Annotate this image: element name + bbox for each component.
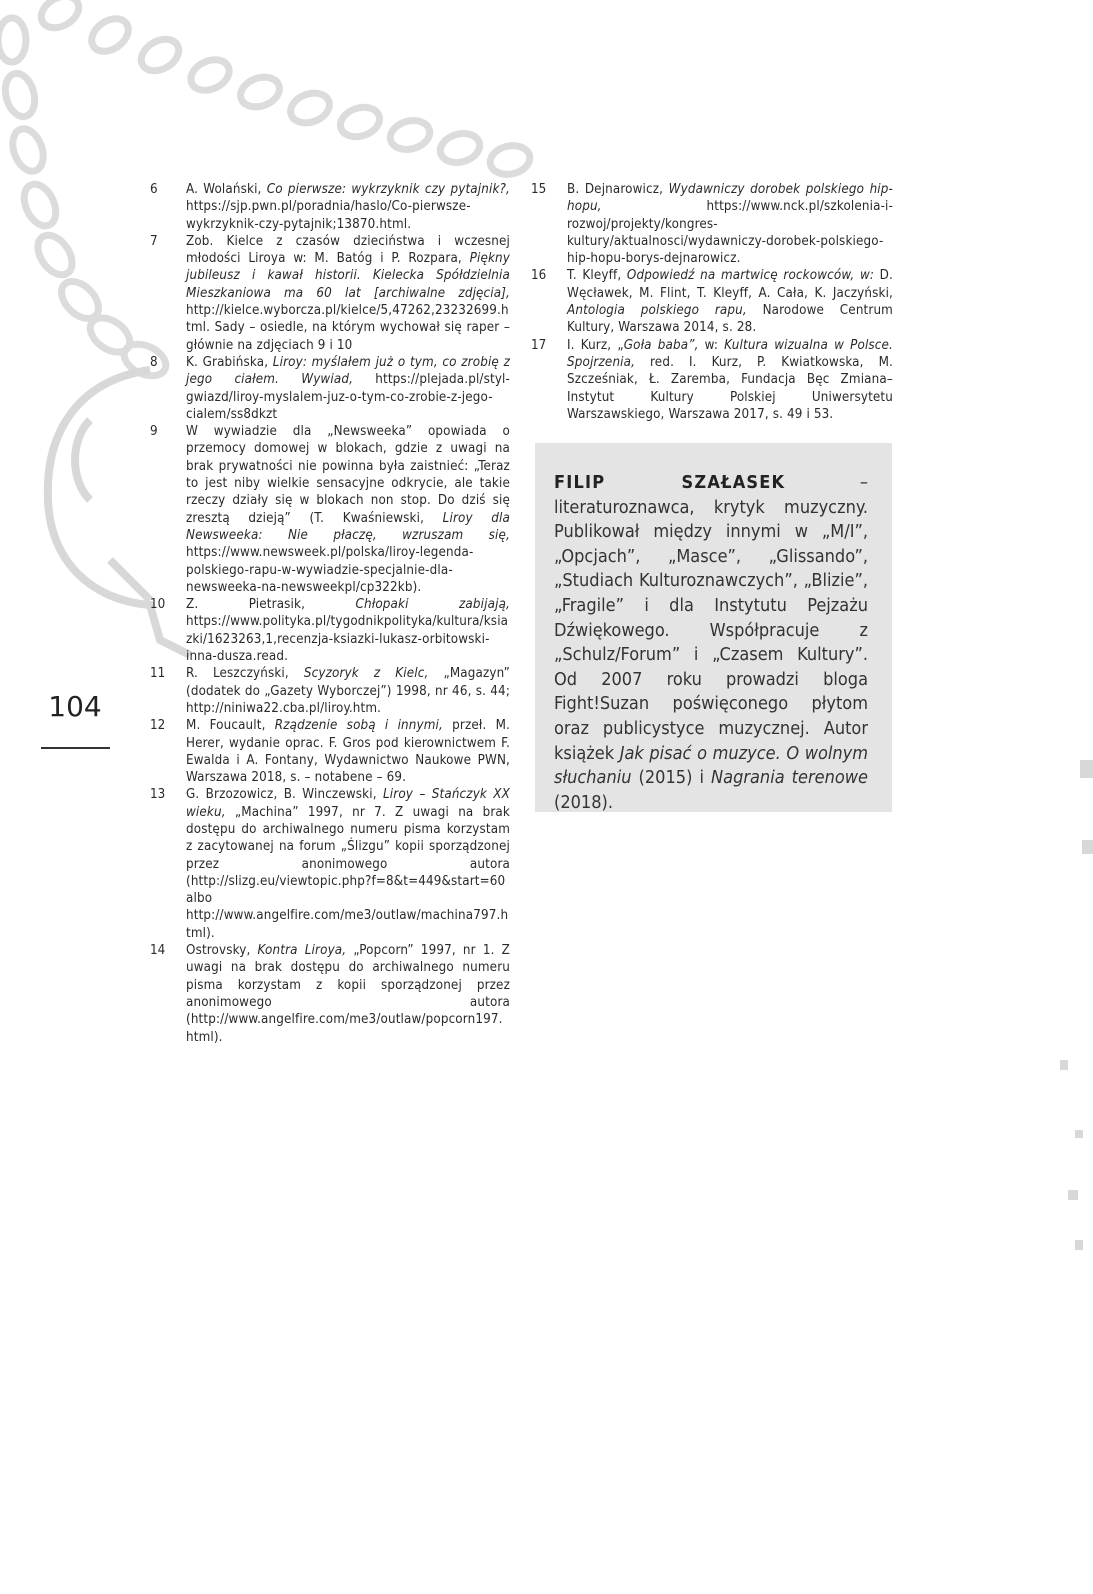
footnote [150,786,510,942]
footnote-text [186,354,510,423]
footnote-text [567,337,893,423]
italic-text: Scyzoryk z Kielc, [303,666,429,682]
text-run: „Magazyn” (dodatek do „Gazety Wyborczej”) 1998, nr 46, s. 44; http://niniwa22.cba.pl/liroy.htm. [186,666,511,716]
text-run: https://www.polityka.pl/tygodnikpolityka/kultura/ksiazki/1623263,1,recenzja-ksiazki-lukasz-orbitowski-inna-dusza.read. [186,614,509,665]
footnote-number: 9 [150,424,158,440]
footnotes-right-column [531,181,893,423]
text-run: Zob. Kielce z czasów dzieciństwa i wczesnej młodości Liroya w: M. Batóg i P. Rozpara, [186,233,510,267]
italic-text: Co pierwsze: wykrzyknik czy pytajnik?, [266,182,510,197]
italic-text: Antologia polskiego rapu, [567,303,747,319]
footnote-text [186,717,510,786]
footnote-number: 10 [150,597,166,613]
footnote [150,423,510,596]
text-run: W wywiadzie dla „Newsweeka” opowiada o przemocy domowej w blokach, gdzie z uwagi na brak prywatności nie powinna była zaistnieć: „Teraz to jest niby wielkie sensacyjne odkrycie, ale takie rzeczy działy się w blokach non stop. Do dziś się zresztą dzieją” (T. Kwaśniewski, [186,424,510,526]
footnote-text [186,665,510,717]
footnote-number: 11 [150,666,166,682]
text-run: K. Grabińska, [186,354,273,370]
italic-text: Jak pisać o muzyce. O wolnym słuchaniu [554,742,868,789]
text-run: Ostrovsky, [186,943,258,959]
italic-text: Liroy: myślałem już o tym, co zrobię z jego ciałem. Wywiad, [186,354,510,388]
author-bio-text [554,471,868,815]
text-run: – literaturoznawca, krytyk muzyczny. Publikował między innymi w „M/I”, „Opcjach”, „Masce”, „Glissando”, „Studiach Kulturoznawczych”, „Blizie”, „Fragile” i dla Instytutu Pejzażu Dźwiękowego. Współpracuje z „Schulz/Forum” i „Czasem Kultury”. Od 2007 roku prowadzi bloga Fight!Suzan poświęconego płytom oraz publicystyce muzycznej. Autor książek [554,472,868,764]
footnote-text [186,423,510,596]
footnote [150,665,510,717]
author-bio-box [535,443,892,812]
text-run: https://www.newsweek.pl/polska/liroy-legenda-polskiego-rapu-w-wywiadzie-specjalnie-dla-newsweeka-na-newsweekpl/cp322kb). [186,545,474,595]
text-run: http://kielce.wyborcza.pl/kielce/5,47262,23232699.html. Sady – osiedle, na którym wychował się raper – głównie na zdjęciach 9 i 10 [186,303,510,353]
text-run: w: [698,337,725,353]
text-run: Narodowe Centrum Kultury, Warszawa 2014, s. 28. [567,303,893,336]
text-run: https://sjp.pwn.pl/poradnia/haslo/Co-pierwsze-wykrzyknik-czy-pytajnik;13870.html. [186,199,471,232]
footnote [531,181,893,267]
text-run: A. Wolański, [186,182,267,197]
italic-text: Nagrania terenowe [711,767,868,789]
text-run: D. Węcławek, M. Flint, T. Kleyff, A. Cała, K. Jaczyński, [567,268,893,301]
italic-text: Kontra Liroya, [257,943,347,959]
footnote-number: 7 [150,233,158,249]
footnote-number: 16 [531,268,547,284]
footnote-text [567,181,893,267]
footnote [531,267,893,336]
text-run: https://www.nck.pl/szkolenia-i-rozwoj/projekty/kongres-kultury/aktualnosci/wydawniczy-dorobek-polskiego-hip-hopu-borys-dejnarowicz. [567,199,893,267]
text-run: przeł. M. Herer, wydanie oprac. F. Gros pod kierownictwem F. Ewalda i A. Fontany, Wydawnictwo Naukowe PWN, Warszawa 2018, s. – notabene – 69. [186,718,510,786]
text-run: red. I. Kurz, P. Kwiatkowska, M. Szcześniak, Ł. Zaremba, Fundacja Bęc Zmiana–Instytut Kultury Polskiej Uniwersytetu Warszawskiego, Warszawa 2017, s. 49 i 53. [567,354,893,422]
italic-text: Chłopaki zabijają, [355,597,510,613]
footnotes-left-column [150,181,510,1046]
footnote-text [186,181,510,233]
text-run: R. Leszczyński, [186,666,304,682]
italic-text: Liroy – Stańczyk XX wieku, [186,787,510,820]
text-run: https://plejada.pl/styl-gwiazd/liroy-myslalem-juz-o-tym-co-zrobie-z-jego-cialem/ss8dkzt [186,372,510,422]
footnote [150,233,510,354]
footnote-number: 6 [150,182,158,197]
footnote-number: 13 [150,787,166,803]
text-run: G. Brzozowicz, B. Winczewski, [186,787,383,803]
footnote-number: 8 [150,354,158,370]
footnote-text [567,267,893,336]
text-run: „Popcorn” 1997, nr 1. Z uwagi na brak dostępu do archiwalnego numeru pisma korzystam z kopii sporządzonej przez anonimowego autora (http://www.angelfire.com/me3/outlaw/popcorn197.html). [186,943,510,1045]
footnote-number: 14 [150,943,166,959]
page-number: 104 [48,690,102,723]
text-run: „Machina” 1997, nr 7. Z uwagi na brak dostępu do archiwalnego numeru pisma korzystam z zacytowanej na forum „Ślizgu” kopii sporządzonej przez anonimowego autora (http://slizg.eu/viewtopic.php?f=8&t=449&start=60 albo http://www.angelfire.com/me3/outlaw/machina797.html). [186,804,510,941]
text-run: (2018). [554,791,613,813]
author-name: FILIP SZAŁASEK [554,472,786,493]
footnote [150,181,510,233]
footnote [531,337,893,423]
text-run: M. Foucault, [186,718,275,734]
text-run: T. Kleyff, [567,268,627,284]
footnote-text [186,233,510,354]
text-run: Z. Pietrasik, [186,597,356,613]
text-run: (2015) i [631,767,712,789]
footnote [150,942,510,1046]
page-number-rule [41,747,110,749]
italic-text: Piękny jubileusz i kawał historii. Kielecka Spółdzielnia Mieszkaniowa ma 60 lat [archiwalne zdjęcia], [186,251,510,301]
footnote-number: 12 [150,718,166,734]
footnote [150,354,510,423]
footnote [150,717,510,786]
italic-text: Rządzenie sobą i innymi, [274,718,443,734]
footnote-number: 15 [531,182,547,197]
italic-text: Wydawniczy dorobek polskiego hip-hopu, [567,182,893,215]
footnote-text [186,596,510,665]
footnote [150,596,510,665]
italic-text: Odpowiedź na martwicę rockowców, w: [626,268,875,284]
italic-text: Goła baba”, [623,337,699,353]
text-run: I. Kurz, „ [567,337,624,353]
footnote-text [186,942,510,1046]
text-run: B. Dejnarowicz, [567,182,669,197]
footnote-text [186,786,510,942]
footnote-number: 17 [531,337,547,353]
italic-text: Kultura wizualna w Polsce. Spojrzenia, [567,337,893,370]
italic-text: Liroy dla Newsweeka: Nie płaczę, wzruszam się, [186,510,510,543]
